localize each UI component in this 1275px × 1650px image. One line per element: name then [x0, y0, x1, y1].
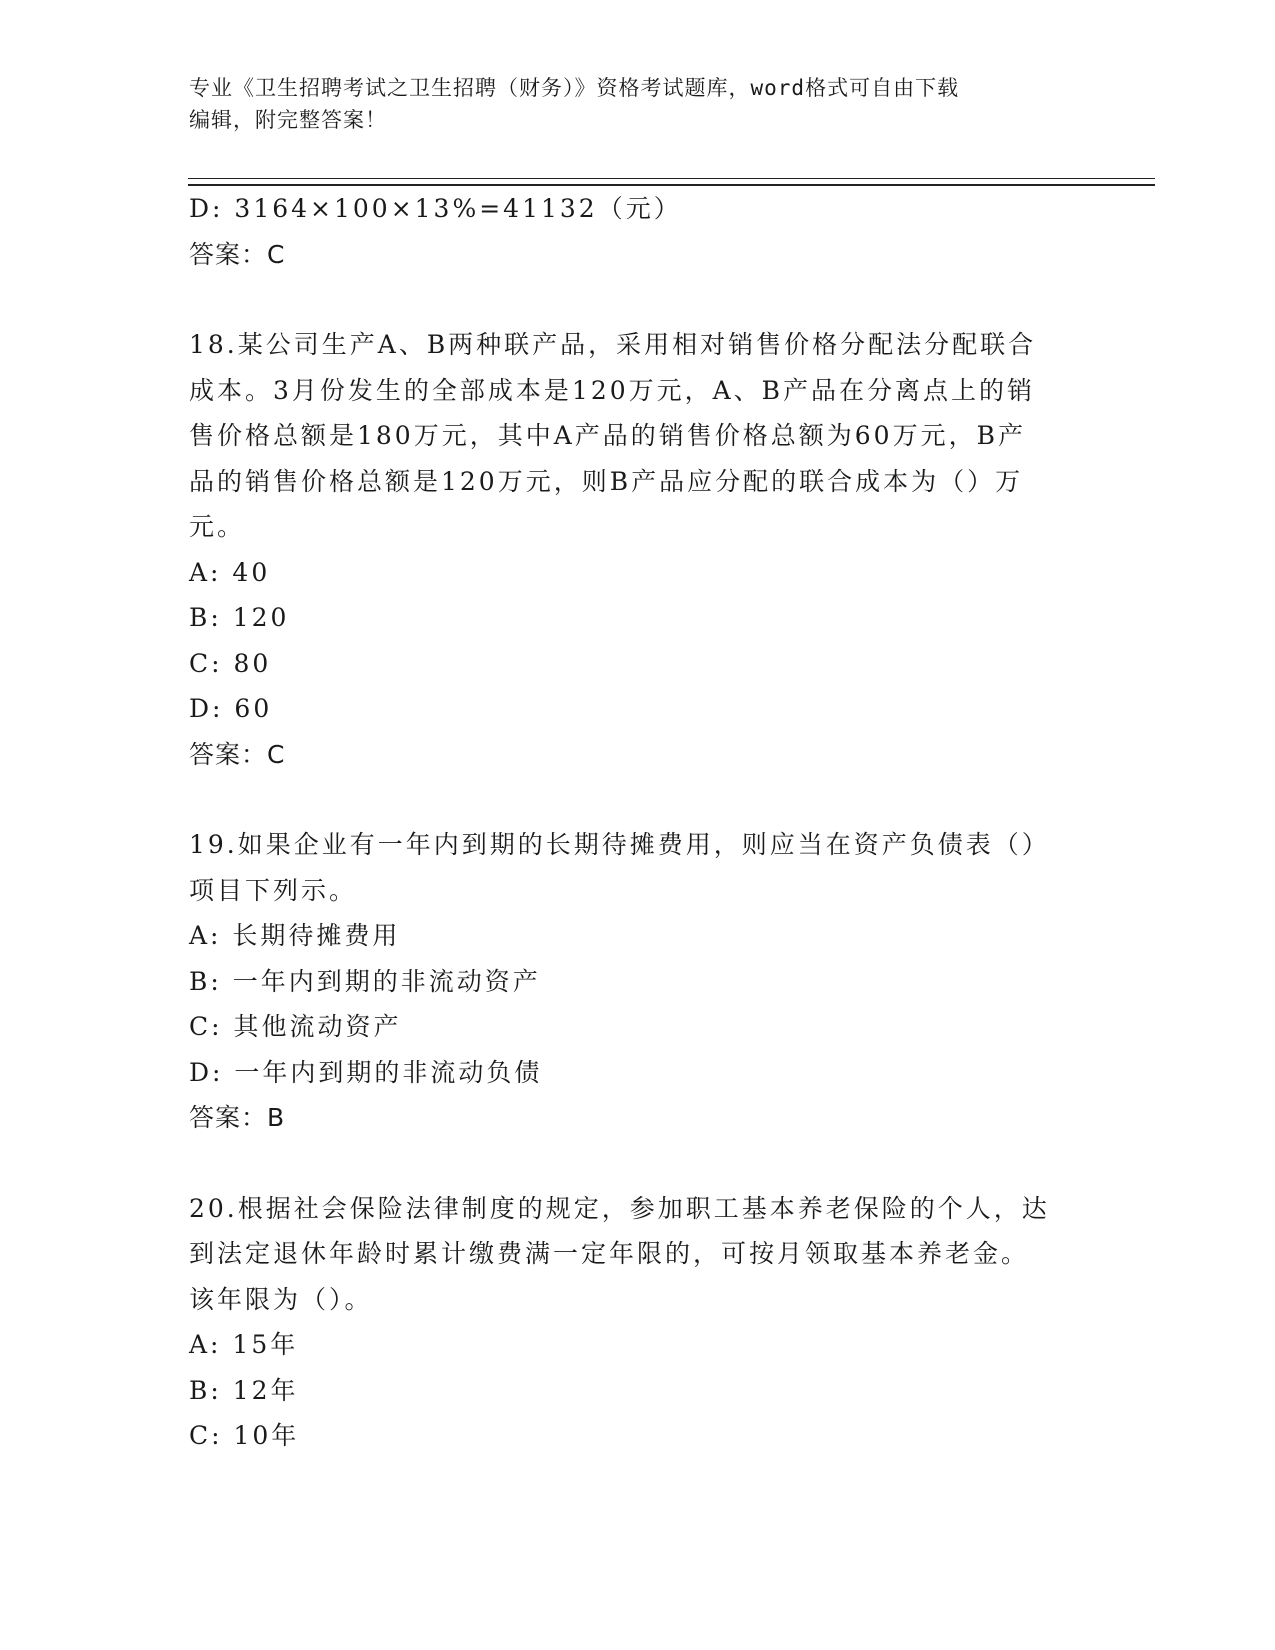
question-stem — [189, 322, 1089, 550]
stem-line: 该年限为（）。 — [189, 1284, 373, 1314]
option-d: D: 60 — [189, 694, 273, 723]
option-b: B: 一年内到期的非流动资产 — [189, 966, 541, 996]
option-c: C: 80 — [189, 648, 272, 678]
option-a: A: 长期待摊费用 — [189, 921, 401, 950]
option-d: D: 一年内到期的非流动负债 — [189, 1057, 543, 1087]
stem-line: 售价格总额是180万元，其中A产品的销售价格总额为60万元，B产 — [189, 421, 1026, 450]
answer-label: 答案：C — [189, 239, 286, 269]
document-body — [189, 186, 1089, 1459]
stem-line: 成本。3月份发生的全部成本是120万元，A、B产品在分离点上的销 — [189, 375, 1036, 405]
header-divider — [188, 178, 1155, 186]
stem-line: 项目下列示。 — [189, 875, 358, 905]
stem-line: 20.根据社会保险法律制度的规定，参加职工基本养老保险的个人，达 — [189, 1193, 1050, 1223]
page-header — [189, 72, 1089, 136]
stem-line: 19.如果企业有一年内到期的长期待摊费用，则应当在资产负债表（） — [189, 830, 1050, 859]
option-a: A: 15年 — [189, 1330, 299, 1359]
previous-question-tail — [189, 186, 1089, 277]
answer-label: 答案：B — [189, 1103, 286, 1132]
header-line-2: 编辑，附完整答案！ — [189, 108, 387, 132]
question-20 — [189, 1186, 1089, 1459]
question-19 — [189, 822, 1089, 1141]
option-d: D: 3164×100×13%=41132（元） — [189, 194, 682, 223]
option-b: B: 120 — [189, 603, 290, 632]
stem-line: 到法定退休年龄时累计缴费满一定年限的，可按月领取基本养老金。 — [189, 1239, 1030, 1268]
answer-label: 答案：C — [189, 739, 286, 769]
option-b: B: 12年 — [189, 1375, 299, 1405]
option-c: C: 其他流动资产 — [189, 1012, 402, 1041]
question-18 — [189, 322, 1089, 777]
question-stem — [189, 822, 1089, 913]
header-line-1: 专业《卫生招聘考试之卫生招聘（财务）》资格考试题库，word格式可自由下载 — [189, 76, 960, 100]
stem-line: 18.某公司生产A、B两种联产品，采用相对销售价格分配法分配联合 — [189, 330, 1037, 359]
option-a: A: 40 — [189, 557, 271, 587]
option-c: C: 10年 — [189, 1421, 300, 1450]
stem-line: 元。 — [189, 512, 246, 541]
question-stem — [189, 1186, 1089, 1323]
stem-line: 品的销售价格总额是120万元，则B产品应分配的联合成本为（）万 — [189, 466, 1024, 496]
